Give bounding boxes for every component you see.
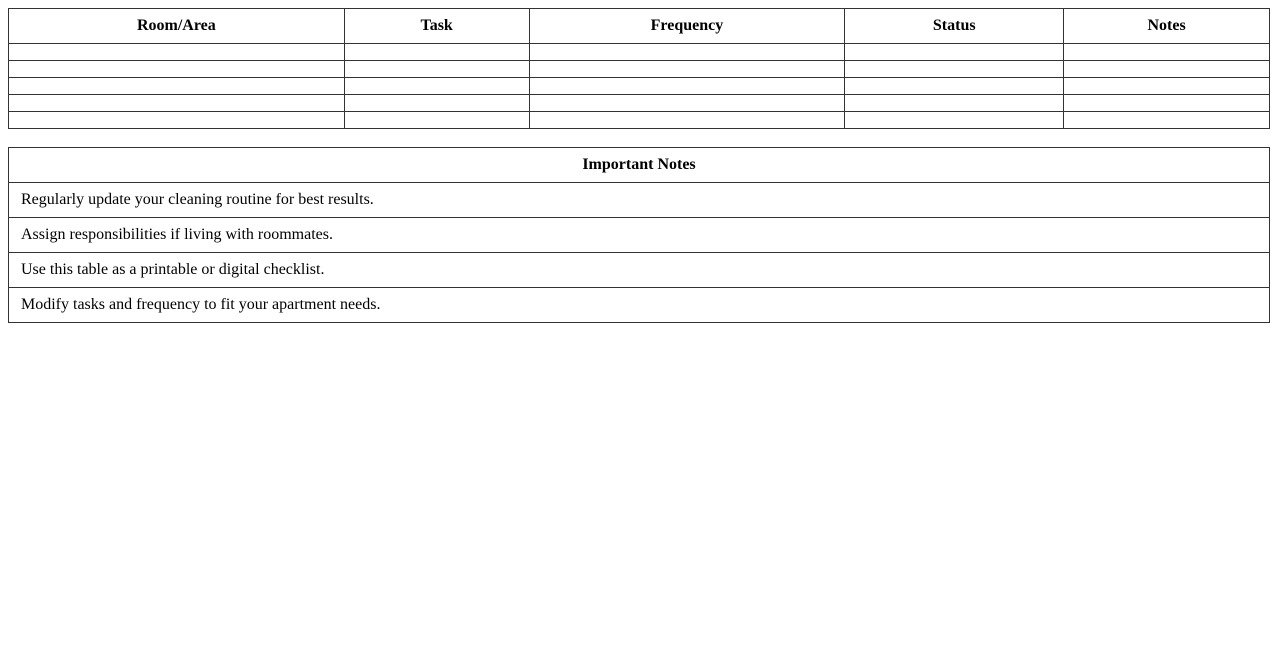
cleaning-checklist-table	[8, 8, 1270, 129]
note-row	[9, 183, 1270, 218]
table-cell[interactable]	[1064, 78, 1270, 95]
note-item: Use this table as a printable or digital checklist.	[9, 253, 1270, 288]
table-row	[9, 78, 1270, 95]
table-cell[interactable]	[344, 61, 529, 78]
table-cell[interactable]	[9, 61, 345, 78]
table-cell[interactable]	[845, 61, 1064, 78]
note-row	[9, 218, 1270, 253]
note-item: Regularly update your cleaning routine for best results.	[9, 183, 1270, 218]
column-header-frequency: Frequency	[529, 9, 845, 44]
table-cell[interactable]	[529, 112, 845, 129]
table-cell[interactable]	[529, 44, 845, 61]
table-header-row	[9, 9, 1270, 44]
table-cell[interactable]	[1064, 112, 1270, 129]
note-item: Assign responsibilities if living with roommates.	[9, 218, 1270, 253]
column-header-task: Task	[344, 9, 529, 44]
table-cell[interactable]	[845, 78, 1064, 95]
table-cell[interactable]	[845, 44, 1064, 61]
table-cell[interactable]	[9, 44, 345, 61]
column-header-status: Status	[845, 9, 1064, 44]
table-cell[interactable]	[1064, 61, 1270, 78]
table-cell[interactable]	[9, 78, 345, 95]
table-cell[interactable]	[344, 44, 529, 61]
table-row	[9, 44, 1270, 61]
table-cell[interactable]	[9, 95, 345, 112]
column-header-room-area: Room/Area	[9, 9, 345, 44]
table-cell[interactable]	[845, 112, 1064, 129]
table-cell[interactable]	[344, 78, 529, 95]
table-row	[9, 61, 1270, 78]
table-cell[interactable]	[344, 95, 529, 112]
notes-title: Important Notes	[9, 148, 1270, 183]
table-cell[interactable]	[529, 95, 845, 112]
note-row	[9, 253, 1270, 288]
table-cell[interactable]	[344, 112, 529, 129]
table-cell[interactable]	[529, 78, 845, 95]
table-row	[9, 112, 1270, 129]
table-cell[interactable]	[9, 112, 345, 129]
table-row	[9, 95, 1270, 112]
table-cell[interactable]	[1064, 95, 1270, 112]
notes-header-row	[9, 148, 1270, 183]
important-notes-table	[8, 147, 1270, 323]
table-cell[interactable]	[1064, 44, 1270, 61]
column-header-notes: Notes	[1064, 9, 1270, 44]
table-cell[interactable]	[529, 61, 845, 78]
note-row	[9, 288, 1270, 323]
note-item: Modify tasks and frequency to fit your apartment needs.	[9, 288, 1270, 323]
table-cell[interactable]	[845, 95, 1064, 112]
